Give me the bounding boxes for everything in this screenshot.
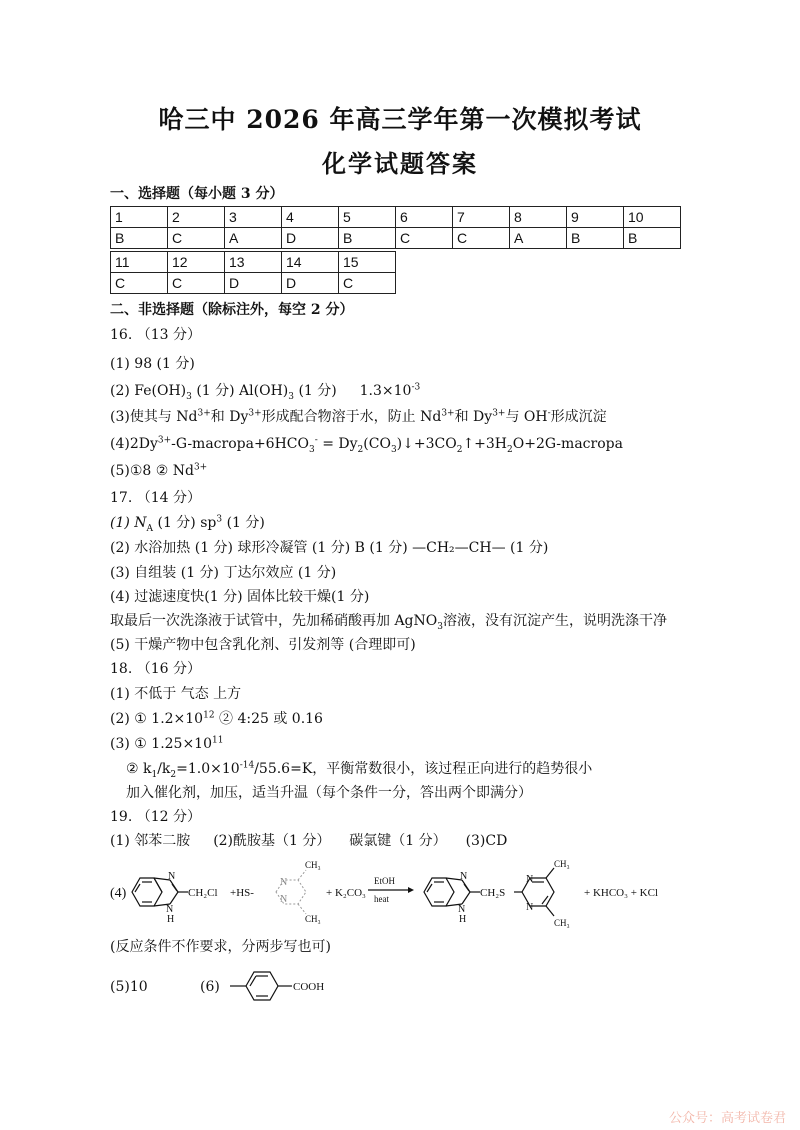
hydrogen-label: H — [459, 914, 467, 925]
text: A — [146, 523, 154, 534]
q18-part1: (1) 不低于 气态 上方 — [110, 686, 242, 702]
text: 2 — [507, 444, 513, 455]
nitrogen-label: N — [280, 894, 288, 905]
exam-subtitle: 化学试题答案 — [322, 149, 478, 178]
q19-header: 19. （12 分） — [110, 809, 201, 825]
product-pyrimidine — [514, 868, 554, 916]
table-row — [111, 228, 681, 249]
text: O+2G-macropa — [512, 436, 623, 452]
text: 和 Dy — [454, 409, 493, 425]
text: =1.0×10 — [176, 761, 240, 777]
answer-table-2 — [110, 251, 396, 294]
nitrogen-label: N — [166, 904, 174, 915]
table-cell: 4 — [282, 207, 339, 228]
q19-part6-label: (6) — [200, 979, 220, 995]
text: 2 — [357, 444, 364, 455]
hs-reagent: +HS- — [230, 887, 254, 899]
table-cell: 15 — [339, 252, 396, 273]
nitrogen-label: N — [460, 871, 468, 882]
text: 3 — [186, 391, 192, 402]
answer-table-1 — [110, 206, 681, 249]
table-cell: A — [225, 228, 282, 249]
text: /k — [157, 761, 171, 777]
text: 3 — [390, 444, 397, 455]
table-cell: C — [396, 228, 453, 249]
table-cell: C — [453, 228, 510, 249]
table-cell: 8 — [510, 207, 567, 228]
p-toluic-acid-structure — [226, 962, 346, 1010]
text: -G-macropa+6HCO — [171, 436, 309, 452]
nitrogen-label: N — [458, 904, 466, 915]
text: - — [547, 408, 551, 419]
text: 3 — [288, 391, 294, 402]
table-row — [111, 273, 396, 294]
nitrogen-label: N — [526, 902, 534, 913]
text: 3 — [216, 514, 223, 525]
reaction-scheme — [108, 852, 688, 934]
text: ② k — [126, 761, 152, 777]
text: -3 — [411, 382, 421, 393]
table-cell: 12 — [168, 252, 225, 273]
text: 形成配合物溶于水，防止 Nd — [261, 409, 442, 425]
table-cell: C — [168, 228, 225, 249]
text: 溶液，没有沉淀产生，说明洗涤干净 — [442, 613, 667, 629]
section1-heading: 一、选择题（每小题 3 分） — [110, 186, 284, 202]
q19-part1-3 — [110, 832, 507, 850]
byproducts: + KHCO₃ + KCl — [584, 887, 658, 899]
nitrogen-label: N — [526, 874, 534, 885]
text: 3+ — [157, 435, 172, 446]
methyl-label: CH₃ — [554, 918, 570, 928]
text: )↓+3CO — [396, 436, 457, 452]
table-cell: C — [339, 273, 396, 294]
q18-part3-3: 加入催化剂，加压，适当升温（每个条件一分，答出两个即满分） — [126, 785, 532, 801]
q18-part3-2 — [126, 760, 592, 778]
q17-part2: (2) 水浴加热 (1 分) 球形冷凝管 (1 分) B (1 分) —CH₂—CH— (1 分) — [110, 540, 549, 556]
q16-part3 — [110, 408, 607, 426]
text: - — [314, 435, 318, 446]
ch2s-group: CH₂S — [480, 887, 506, 899]
table-cell: B — [567, 228, 624, 249]
text: (1) N — [110, 515, 147, 531]
nitrogen-label: N — [168, 871, 176, 882]
text: (3)使其与 Nd — [110, 409, 198, 425]
q16-header: 16. （13 分） — [110, 327, 201, 343]
benzimidazole-structure — [132, 878, 188, 906]
text: (2) Fe(OH) — [110, 383, 187, 399]
hydrogen-label: H — [167, 914, 175, 925]
text: (5)①8 ② Nd — [110, 463, 194, 479]
table-cell: 10 — [624, 207, 681, 228]
text: 2 — [170, 769, 177, 780]
table-row — [111, 207, 681, 228]
table-cell: A — [510, 228, 567, 249]
q17-header: 17. （14 分） — [110, 490, 201, 506]
table-cell: B — [339, 228, 396, 249]
table-cell: 6 — [396, 207, 453, 228]
q18-part3 — [110, 735, 223, 753]
text: 3+ — [441, 408, 455, 419]
q17-wash-check — [110, 612, 667, 630]
table-cell: 11 — [111, 252, 168, 273]
text: (2) ① 1.2×10 — [110, 711, 204, 727]
table-cell: 3 — [225, 207, 282, 228]
text: (1) 邻苯二胺 — [110, 833, 191, 849]
exam-title: 哈三中 2026 年高三学年第一次模拟考试 — [158, 105, 642, 134]
cooh-group: COOH — [293, 981, 325, 993]
methyl-label: CH₃ — [305, 860, 321, 870]
text: (1 分) — [226, 515, 265, 531]
methyl-label: CH₃ — [554, 859, 570, 869]
condition-top: EtOH — [374, 876, 395, 886]
q16-part2 — [110, 382, 420, 400]
q17-part3: (3) 自组装 (1 分) 丁达尔效应 (1 分) — [110, 565, 337, 581]
q18-part2 — [110, 710, 323, 728]
k2co3-reagent: + K₂CO₃ — [326, 887, 366, 899]
table-cell: 14 — [282, 252, 339, 273]
nitrogen-label: N — [280, 877, 288, 888]
text: 3 — [309, 444, 315, 455]
text: (3)CD — [465, 833, 508, 849]
table-cell: 2 — [168, 207, 225, 228]
text: 1.3×10 — [359, 383, 412, 399]
text: /55.6=K，平衡常数很小，该过程正向进行的趋势很小 — [254, 761, 593, 777]
text: (1 分) Al(OH) — [196, 383, 289, 399]
arrowhead-icon — [408, 887, 414, 893]
text: = Dy — [317, 436, 358, 452]
table-cell: D — [282, 273, 339, 294]
table-cell: D — [282, 228, 339, 249]
text: (1 分) sp — [157, 515, 217, 531]
text: (CO — [363, 436, 391, 452]
table-cell: B — [111, 228, 168, 249]
table-cell: C — [111, 273, 168, 294]
text: (3) ① 1.25×10 — [110, 736, 212, 752]
q16-part4 — [110, 435, 623, 453]
text: ↑+3H — [462, 436, 508, 452]
table-cell: 9 — [567, 207, 624, 228]
text: 2 — [456, 444, 463, 455]
text: 3+ — [197, 408, 211, 419]
text: (2)酰胺基（1 分） — [213, 833, 331, 849]
text: 3+ — [248, 408, 262, 419]
table-cell: D — [225, 273, 282, 294]
text: 与 OH — [505, 409, 548, 425]
methyl-label: CH₃ — [305, 914, 321, 924]
watermark: 公众号：高考试卷君 — [668, 1111, 786, 1126]
text: 和 Dy — [210, 409, 249, 425]
q17-part4: (4) 过滤速度快(1 分) 固体比较干燥(1 分) — [110, 589, 370, 605]
table-row — [111, 252, 396, 273]
table-cell: 5 — [339, 207, 396, 228]
text: (4)2Dy — [110, 436, 158, 452]
q19-part4-label: (4) — [110, 886, 127, 901]
text: 3+ — [492, 408, 506, 419]
table-cell: 7 — [453, 207, 510, 228]
text: 1 — [151, 769, 158, 780]
text: 形成沉淀 — [550, 409, 607, 425]
q17-part1 — [110, 514, 265, 532]
table-cell: 1 — [111, 207, 168, 228]
table-cell: C — [168, 273, 225, 294]
q17-part5: (5) 干燥产物中包含乳化剂、引发剂等 (合理即可) — [110, 637, 416, 653]
table-cell: B — [624, 228, 681, 249]
condition-bottom: heat — [374, 894, 389, 904]
text: 取最后一次洗涤液于试管中，先加稀硝酸再加 AgNO — [110, 613, 438, 629]
ch2cl-group: CH₂Cl — [188, 887, 218, 899]
text: 12 — [203, 710, 215, 721]
text: (1 分) — [298, 383, 337, 399]
product-benzimidazole — [424, 878, 480, 906]
text: 11 — [212, 735, 224, 746]
text: 3+ — [193, 462, 208, 473]
text: 3 — [437, 621, 443, 632]
section2-heading: 二、非选择题（除标注外，每空 2 分） — [110, 302, 354, 318]
q16-part5 — [110, 462, 207, 480]
table-cell: 13 — [225, 252, 282, 273]
q19-part5: (5)10 — [110, 979, 148, 995]
q19-note: (反应条件不作要求，分两步写也可) — [110, 939, 331, 955]
q16-part1: (1) 98 (1 分) — [110, 356, 195, 372]
q18-header: 18. （16 分） — [110, 661, 201, 677]
text: ② 4:25 或 0.16 — [219, 711, 323, 727]
text: 碳氯键（1 分） — [349, 833, 447, 849]
text: -14 — [239, 760, 255, 771]
